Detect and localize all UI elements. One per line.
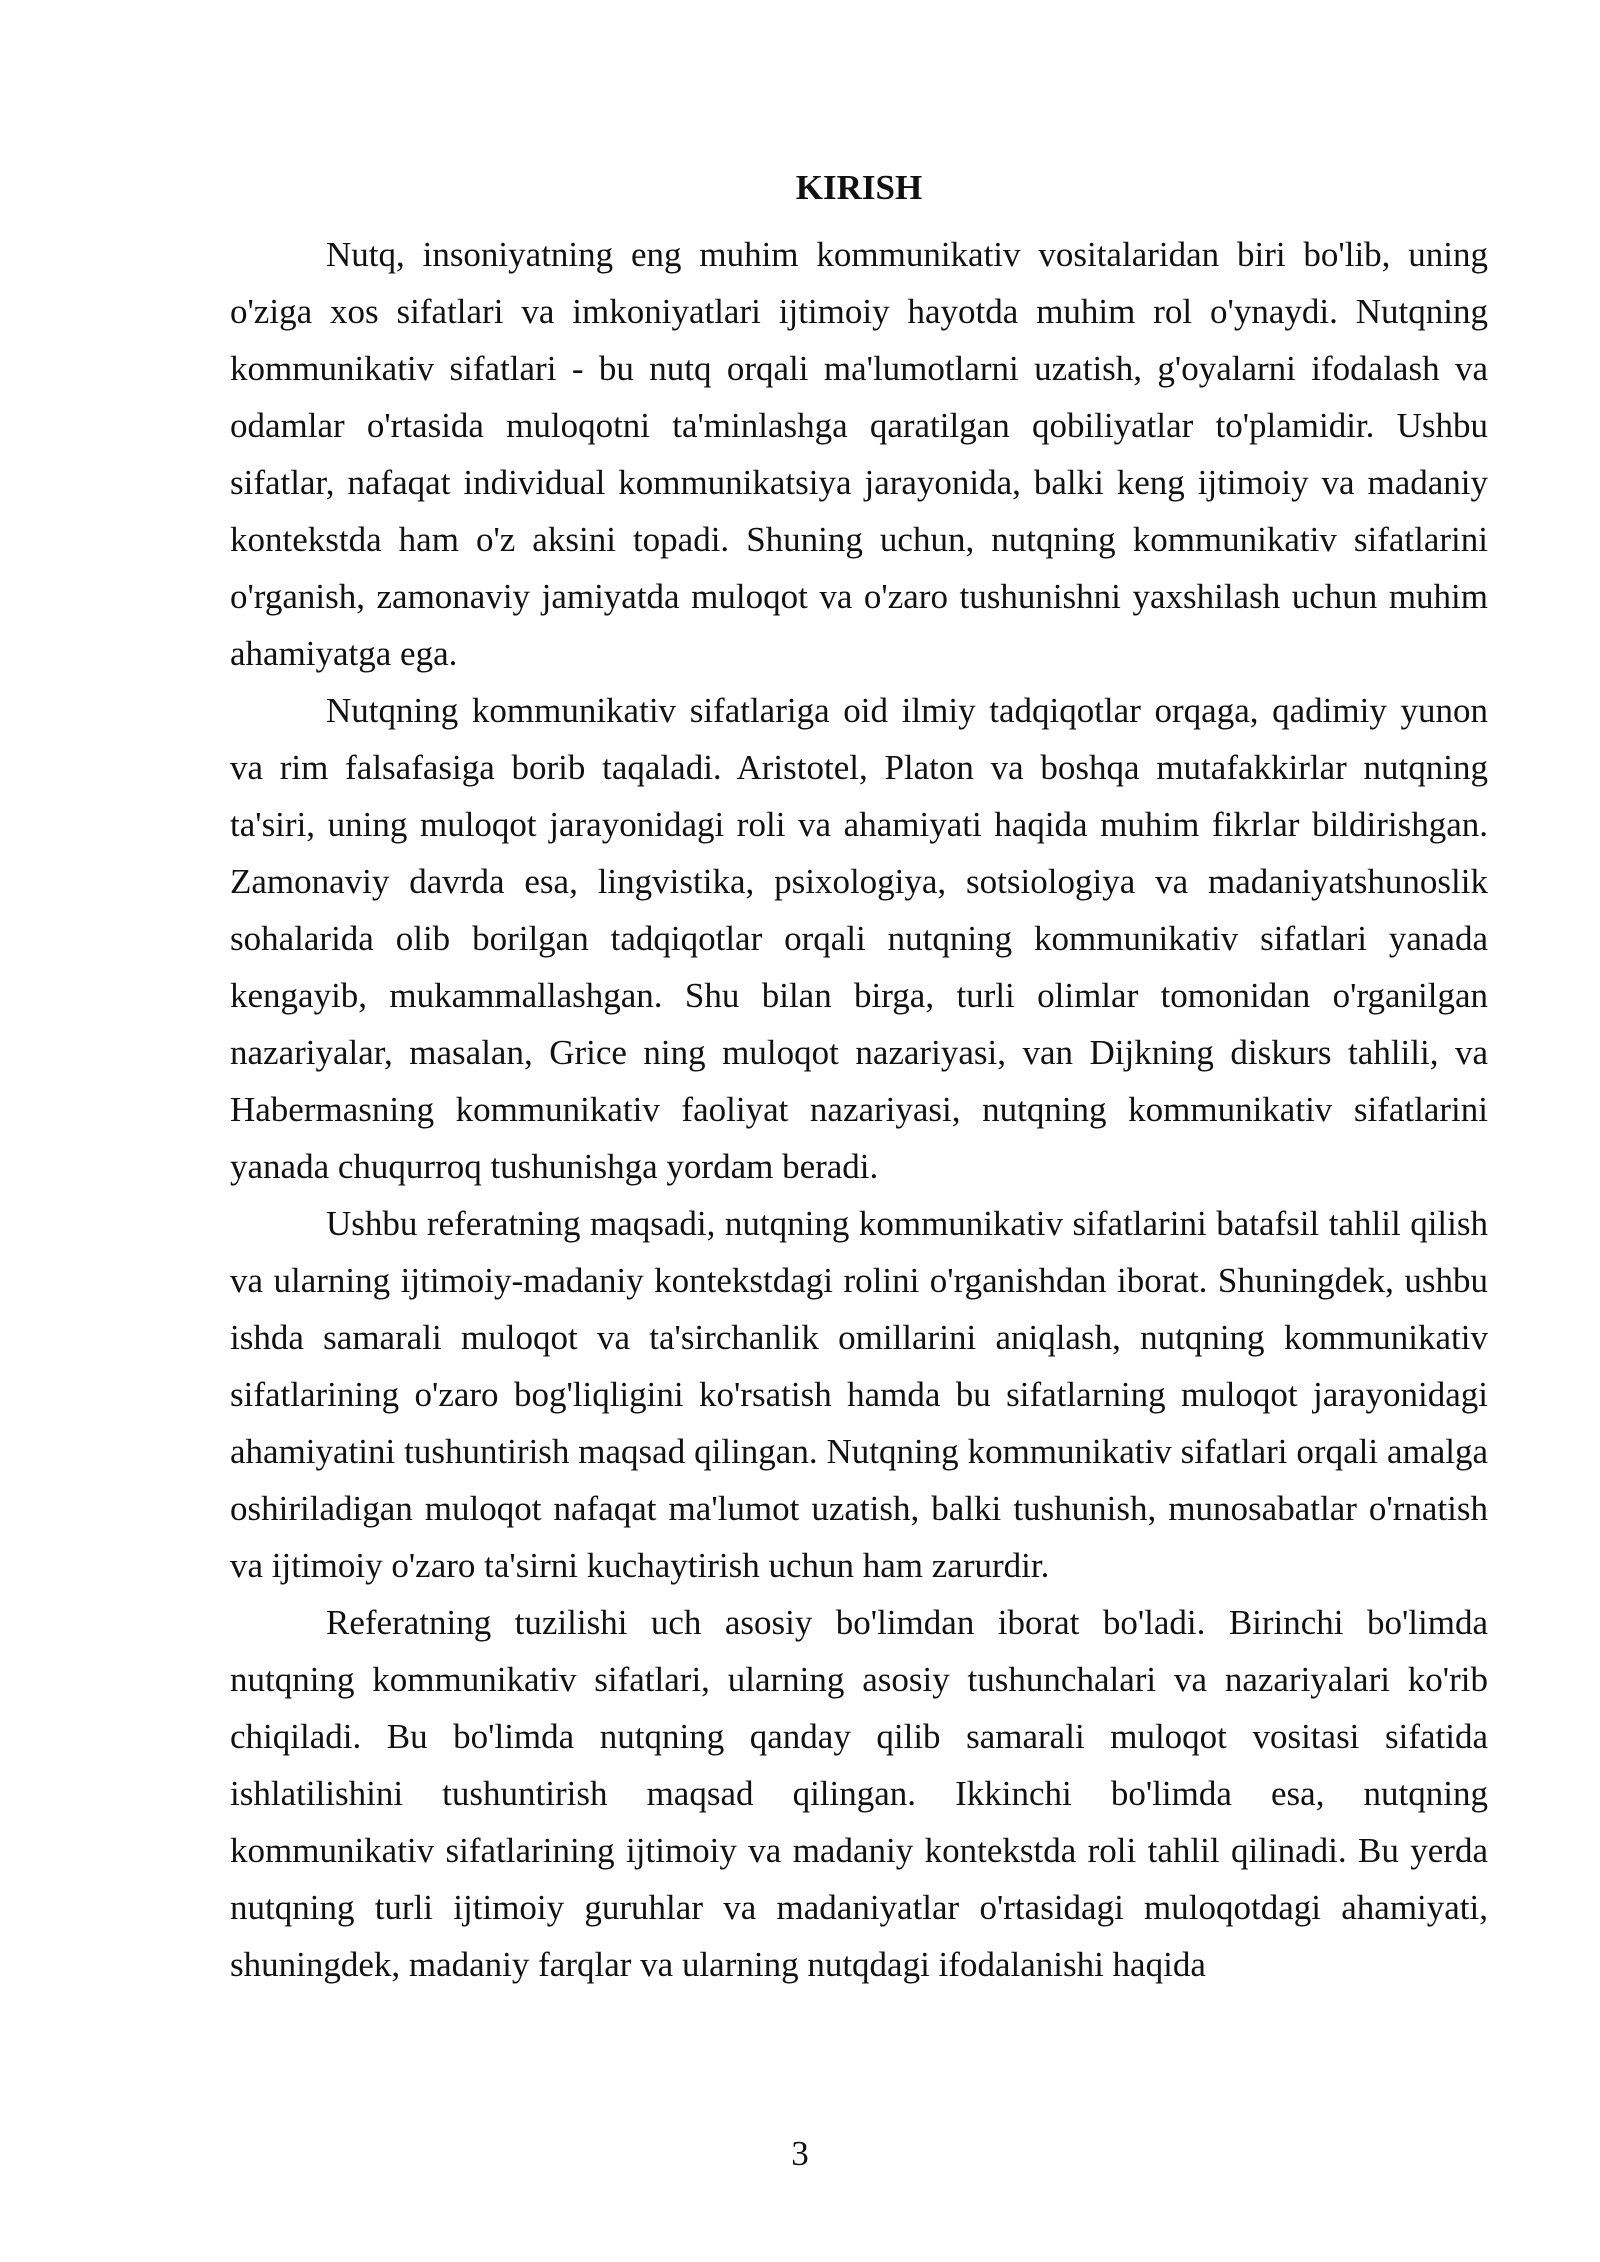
page-content: [230, 160, 1488, 1993]
paragraph-3: Ushbu referatning maqsadi, nutqning kommunikativ sifatlarini batafsil tahlil qilish va ularning ijtimoiy-madaniy kontekstdagi rolini o'rganishdan iborat. Shuningdek, ushbu ishda samarali muloqot va ta'sirchanlik omillarini aniqlash, nutqning kommunikativ sifatlarining o'zaro bog'liqligini ko'rsatish hamda bu sifatlarning muloqot jarayonidagi ahamiyatini tushuntirish maqsad qilingan. Nutqning kommunikativ sifatlari orqali amalga oshiriladigan muloqot nafaqat ma'lumot uzatish, balki tushunish, munosabatlar o'rnatish va ijtimoiy o'zaro ta'sirni kuchaytirish uchun ham zarurdir.: [230, 1204, 1488, 1585]
paragraph-1: Nutq, insoniyatning eng muhim kommunikativ vositalaridan biri bo'lib, uning o'ziga xos sifatlari va imkoniyatlari ijtimoiy hayotda muhim rol o'ynaydi. Nutqning kommunikativ sifatlari - bu nutq orqali ma'lumotlarni uzatish, g'oyalarni ifodalash va odamlar o'rtasida muloqotni ta'minlashga qaratilgan qobiliyatlar to'plamidir. Ushbu sifatlar, nafaqat individual kommunikatsiya jarayonida, balki keng ijtimoiy va madaniy kontekstda ham o'z aksini topadi. Shuning uchun, nutqning kommunikativ sifatlarini o'rganish, zamonaviy jamiyatda muloqot va o'zaro tushunishni yaxshilash uchun muhim ahamiyatga ega.: [230, 235, 1488, 673]
paragraph-2: Nutqning kommunikativ sifatlariga oid ilmiy tadqiqotlar orqaga, qadimiy yunon va rim falsafasiga borib taqaladi. Aristotel, Platon va boshqa mutafakkirlar nutqning ta'siri, uning muloqot jarayonidagi roli va ahamiyati haqida muhim fikrlar bildirishgan. Zamonaviy davrda esa, lingvistika, psixologiya, sotsiologiya va madaniyatshunoslik sohalarida olib borilgan tadqiqotlar orqali nutqning kommunikativ sifatlari yanada kengayib, mukammallashgan. Shu bilan birga, turli olimlar tomonidan o'rganilgan nazariyalar, masalan, Grice ning muloqot nazariyasi, van Dijkning diskurs tahlili, va Habermasning kommunikativ faoliyat nazariyasi, nutqning kommunikativ sifatlarini yanada chuqurroq tushunishga yordam beradi.: [230, 691, 1488, 1186]
paragraph-4: Referatning tuzilishi uch asosiy bo'limdan iborat bo'ladi. Birinchi bo'limda nutqning kommunikativ sifatlari, ularning asosiy tushunchalari va nazariyalari ko'rib chiqiladi. Bu bo'limda nutqning qanday qilib samarali muloqot vositasi sifatida ishlatilishini tushuntirish maqsad qilingan. Ikkinchi bo'limda esa, nutqning kommunikativ sifatlarining ijtimoiy va madaniy kontekstda roli tahlil qilinadi. Bu yerda nutqning turli ijtimoiy guruhlar va madaniyatlar o'rtasidagi muloqotdagi ahamiyati, shuningdek, madaniy farqlar va ularning nutqdagi ifodalanishi haqida: [230, 1603, 1488, 1984]
page-title: KIRISH: [795, 168, 923, 207]
page-number: 3: [791, 2134, 809, 2173]
